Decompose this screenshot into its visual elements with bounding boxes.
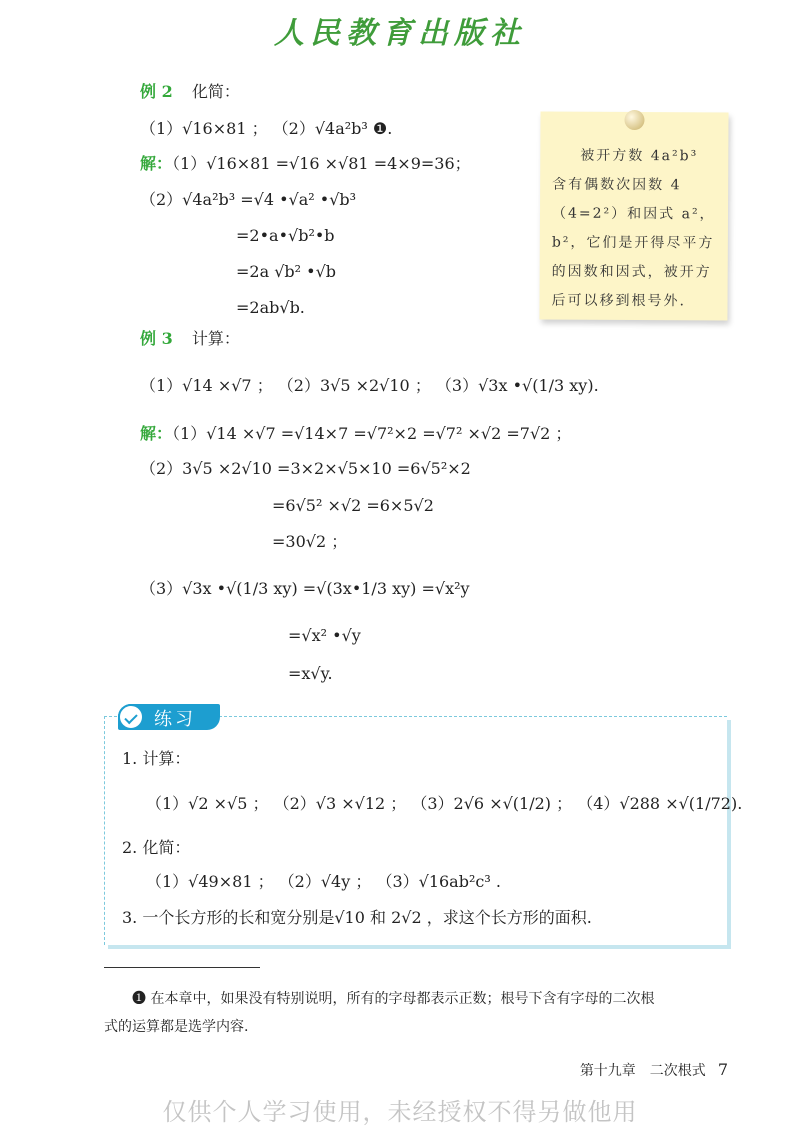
example-2-solution-3: =2•a•√b²•b [236, 226, 335, 245]
example-3-solution-4: =30√2 ； [272, 532, 348, 551]
practice-q2-title: 2. 化简： [122, 838, 191, 857]
practice-q1-title: 1. 计算： [122, 749, 191, 768]
pin-icon [624, 110, 644, 130]
page-number: 7 [717, 1060, 728, 1079]
example-2-problem: （1）√16×81 ； （2）√4a²b³ ❶. [140, 119, 393, 138]
practice-check-icon [118, 704, 144, 730]
practice-q3: 3. 一个长方形的长和宽分别是√10 和 2√2 ，求这个长方形的面积. [122, 908, 592, 927]
footnote-line-1: ❶ 在本章中，如果没有特别说明，所有的字母都表示正数；根号下含有字母的二次根 [132, 991, 655, 1007]
example-2-solution-2: （2）√4a²b³ =√4 •√a² •√b³ [140, 190, 357, 209]
example-3-solution-5: （3）√3x •√(1/3 xy) =√(3x•1/3 xy) =√x²y [140, 579, 470, 598]
example-3-title: 计算： [191, 329, 240, 348]
side-note-text: 被开方数 4a²b³ 含有偶数次因数 4 （4=2²）和因式 a²，b²，它们是开得尽平方的因数和因式，被开方后可以移到根号外. [551, 147, 716, 310]
example-3-heading [140, 327, 240, 351]
example-3-label: 例 3 [140, 329, 173, 348]
example-3-solution-1 [140, 422, 571, 446]
example-3-solution-2: （2）3√5 ×2√10 =3×2×√5×10 =6√5²×2 [140, 459, 471, 478]
page-footer [580, 1060, 728, 1080]
example-3-problem: （1）√14 ×√7 ； （2）3√5 ×2√10 ； （3）√3x •√(1/3 xy). [140, 376, 599, 395]
side-note [539, 112, 728, 321]
watermark: 仅供个人学习使用，未经授权不得另做他用 [162, 1098, 638, 1126]
publisher-logo: 人民教育出版社 [274, 16, 526, 51]
chapter-title: 第十九章 二次根式 [579, 1063, 706, 1079]
example-3-solution-7: =x√y. [288, 664, 333, 683]
solution-text: （1）√16×81 =√16 ×√81 =4×9=36； [172, 154, 471, 173]
example-2-solution-5: =2ab√b. [236, 298, 305, 317]
solution-label: 解： [140, 154, 173, 173]
practice-label: 练习 [154, 709, 196, 730]
example-2-title: 化简： [191, 82, 240, 101]
practice-q2-items: （1）√49×81 ； （2）√4y ； （3）√16ab²c³ . [146, 872, 501, 891]
example-2-solution-1 [140, 152, 471, 176]
example-2-heading [140, 80, 240, 104]
example-3-solution-3: =6√5² ×√2 =6×5√2 [272, 496, 434, 515]
solution-text: （1）√14 ×√7 =√14×7 =√7²×2 =√7² ×√2 =7√2 ； [172, 424, 572, 443]
footnote-divider [104, 967, 260, 968]
practice-tab [118, 704, 220, 730]
example-2-label: 例 2 [140, 82, 173, 101]
practice-q1-items: （1）√2 ×√5 ； （2）√3 ×√12 ； （3）2√6 ×√(1/2) ； （4）√288 ×√(1/72). [146, 794, 743, 813]
footnote-line-2: 式的运算都是选学内容. [104, 1019, 249, 1035]
example-3-solution-6: =√x² •√y [288, 626, 361, 645]
example-2-solution-4: =2a √b² •√b [236, 262, 337, 281]
solution-label: 解： [140, 424, 173, 443]
